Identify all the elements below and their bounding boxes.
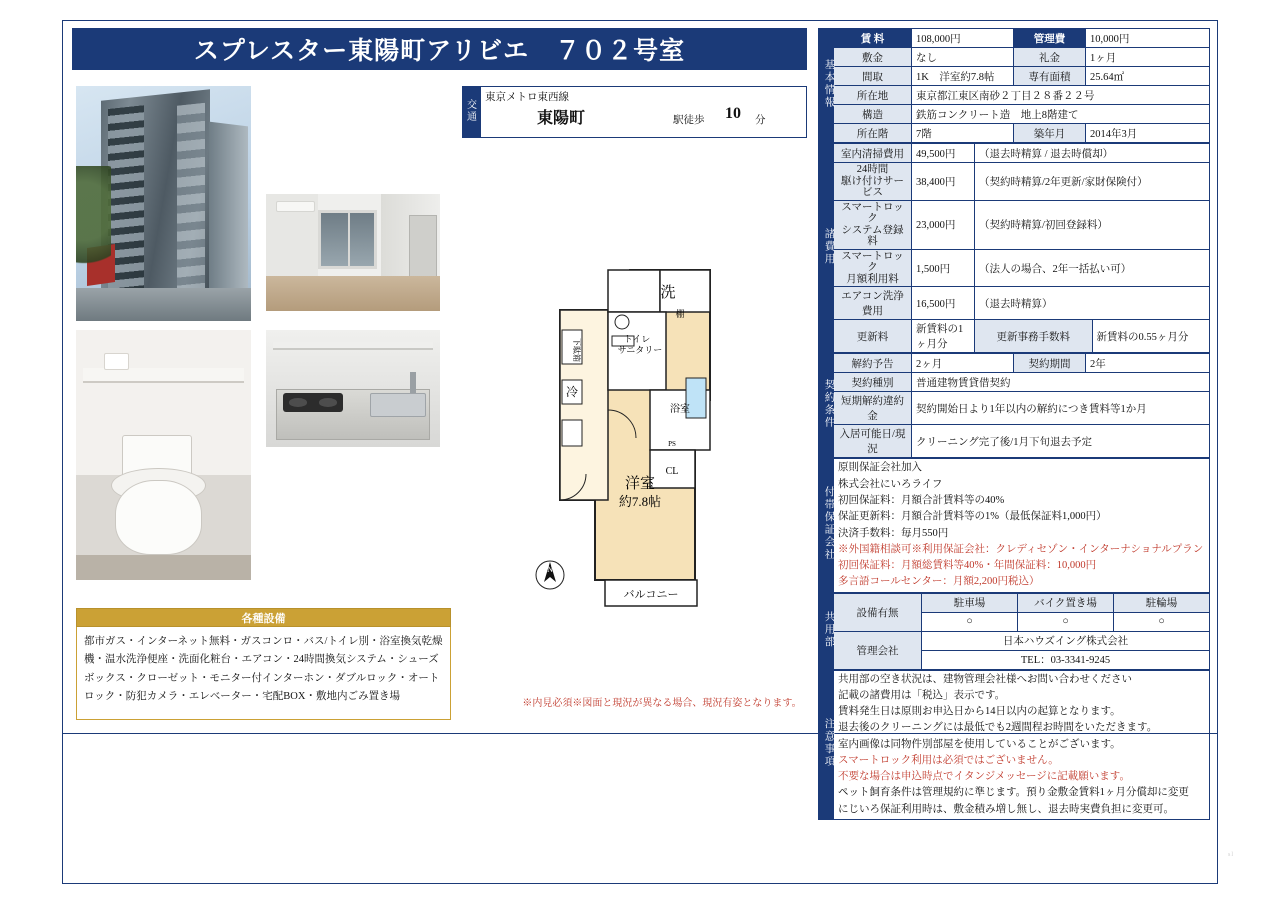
guarantor-vlabel: 付帯保証会社 <box>819 459 834 592</box>
contract-table <box>818 353 1210 458</box>
basic-info-vlabel: 基本情報 <box>819 29 834 143</box>
layout-label: 間取 <box>834 67 912 86</box>
svg-text:バルコニー: バルコニー <box>623 589 679 601</box>
mgmt-fee-label: 管理費 <box>1014 29 1086 48</box>
note-line: 賃料発生日は原則お申込日から14日以内の起算となります。 <box>838 706 1121 718</box>
svg-text:洋室: 洋室 <box>624 476 656 492</box>
mgmt-company-tel: TEL：03-3341-9245 <box>922 650 1210 669</box>
walk-label: 駅徒歩 <box>673 115 705 126</box>
notes-vlabel: 注意事項 <box>819 670 834 819</box>
fee-row-1-label-main: 24時間 <box>856 164 889 175</box>
guarantor-notes <box>834 459 1210 592</box>
photo-toilet <box>76 330 251 580</box>
equipment-heading: 各種設備 <box>76 608 451 627</box>
note-line: スマートロック利用は必須ではございません。 <box>838 754 1059 766</box>
transit-info <box>462 86 807 138</box>
mgmt-company-label: 管理会社 <box>834 631 922 669</box>
photo-living-room <box>266 194 440 311</box>
fee-row-2-note: （契約時精算/初回登録料） <box>975 200 1210 249</box>
key-money-value: 1ヶ月 <box>1086 48 1210 67</box>
fees-vlabel: 諸費用 <box>819 144 834 353</box>
renew-label: 更新料 <box>834 320 912 353</box>
area-value: 25.64㎡ <box>1086 67 1210 86</box>
fee-row-2-label-main: スマートロック <box>841 201 904 225</box>
svg-text:PS: PS <box>668 440 676 448</box>
fees-table <box>818 143 1210 353</box>
common-vlabel: 共用部 <box>819 593 834 669</box>
penalty-label: 短期解約違約金 <box>834 392 912 425</box>
fee-row-1-note: （契約時精算/2年更新/家財保険付） <box>975 163 1210 201</box>
mgmt-fee-value: 10,000円 <box>1086 29 1210 48</box>
address-label: 所在地 <box>834 86 912 105</box>
fee-row-1-value: 38,400円 <box>912 163 975 201</box>
structure-value: 鉄筋コンクリート造 地上8階建て <box>912 105 1210 124</box>
notes-body <box>834 670 1210 819</box>
fee-row-0-value: 49,500円 <box>912 144 975 163</box>
bicycle-col-header: 駐輪場 <box>1114 593 1210 612</box>
fee-row-2-label-sub: システム登録料 <box>841 224 904 248</box>
floorplan-disclaimer: ※内見必須※図面と現況が異なる場合、現況有姿となります。 <box>522 698 802 709</box>
floor-value: 7階 <box>912 124 1014 143</box>
fee-row-2-label <box>834 200 912 249</box>
fee-row-3-label <box>834 249 912 287</box>
movein-label: 入居可能日/現況 <box>834 425 912 458</box>
note-line: 不要な場合は申込時点でイタンジメッセージに記載願います。 <box>838 771 1130 783</box>
notes-table <box>818 670 1210 820</box>
floor-plan <box>500 250 800 630</box>
svg-text:N: N <box>547 565 553 574</box>
bike-mark: ○ <box>1018 612 1114 631</box>
contract-type-label: 契約種別 <box>834 373 912 392</box>
term-value: 2年 <box>1086 354 1210 373</box>
address-value: 東京都江東区南砂２丁目２８番２２号 <box>912 86 1210 105</box>
renew-value: 新賃料の1ヶ月分 <box>912 320 975 353</box>
fee-row-0-note: （退去時精算 / 退去時償却） <box>975 144 1210 163</box>
svg-text:約7.8帖: 約7.8帖 <box>618 494 662 509</box>
watermark: sl <box>1227 852 1234 858</box>
contract-vlabel: 契約条件 <box>819 354 834 458</box>
floor-label: 所在階 <box>834 124 912 143</box>
fee-row-3-label-sub: 月額利用料 <box>846 273 899 285</box>
photo-kitchen <box>266 330 440 447</box>
svg-text:下駄箱: 下駄箱 <box>572 338 581 362</box>
rent-label: 賃 料 <box>834 29 912 48</box>
guarantor-line: 初回保証料：月額合計賃料等の40% <box>838 495 1005 506</box>
contract-type-value: 普通建物賃貸借契約 <box>912 373 1210 392</box>
built-label: 築年月 <box>1014 124 1086 143</box>
fee-row-3-label-main: スマートロック <box>841 250 904 274</box>
guarantor-line: 原則保証会社加入 <box>838 462 922 474</box>
equipment-list: 都市ガス・インターネット無料・ガスコンロ・バス/トイレ別・浴室換気乾燥機・温水洗浄便座・洗面化粧台・エアコン・24時間換気システム・シューズボックス・クローゼット・モニター付インターホン・ダブルロック・オートロック・防犯カメラ・エレベーター・宅配BOX・敷地内ごみ置き場 <box>76 627 451 720</box>
svg-text:冷: 冷 <box>565 385 579 399</box>
parking-mark: ○ <box>922 612 1018 631</box>
built-value: 2014年3月 <box>1086 124 1210 143</box>
deposit-label: 敷金 <box>834 48 912 67</box>
penalty-value: 契約開始日より1年以内の解約につき賃料等1か月 <box>912 392 1210 425</box>
fee-row-4-note: （退去時精算） <box>975 287 1210 320</box>
mgmt-company-name: 日本ハウズイング株式会社 <box>922 631 1210 650</box>
facility-label: 設備有無 <box>834 593 922 631</box>
note-line: ペット飼育条件は管理規約に準じます。預り金敷金賃料1ヶ月分償却に変更 <box>838 787 1189 799</box>
svg-text:棚: 棚 <box>675 309 685 319</box>
fee-row-2-value: 23,000円 <box>912 200 975 249</box>
svg-text:サニタリー: サニタリー <box>617 345 663 355</box>
layout-value: 1K 洋室約7.8帖 <box>912 67 1014 86</box>
key-money-label: 礼金 <box>1014 48 1086 67</box>
photo-building-exterior <box>76 86 251 321</box>
fee-row-4-label: エアコン洗浄費用 <box>834 287 912 320</box>
fee-row-3-note: （法人の場合、2年一括払い可） <box>975 249 1210 287</box>
guarantor-line: 決済手数料：毎月550円 <box>838 527 949 539</box>
bicycle-mark: ○ <box>1114 612 1210 631</box>
fee-row-1-label-sub: 駆け付けサービス <box>841 175 904 199</box>
cancel-notice-value: 2ヶ月 <box>912 354 1014 373</box>
rent-value: 108,000円 <box>912 29 1014 48</box>
fee-row-0-label: 室内清掃費用 <box>834 144 912 163</box>
fee-row-1-label <box>834 163 912 201</box>
note-line: 共用部の空き状況は、建物管理会社様へお問い合わせください <box>838 673 1132 685</box>
renew-fee-label: 更新事務手数料 <box>975 320 1093 353</box>
parking-col-header: 駐車場 <box>922 593 1018 612</box>
transit-line: 東京メトロ東西線 <box>485 92 569 103</box>
walk-unit: 分 <box>755 115 766 126</box>
guarantor-line: 保証更新料：月額合計賃料等の1%（最低保証料1,000円） <box>838 511 1107 523</box>
deposit-value: なし <box>912 48 1014 67</box>
guarantor-line: ※外国籍相談可※利用保証会社：クレディセゾン・インターナショナルプラン <box>838 543 1204 555</box>
page-title <box>72 28 807 70</box>
fee-row-3-value: 1,500円 <box>912 249 975 287</box>
transit-label: 交 通 <box>463 87 481 137</box>
movein-value: クリーニング完了後/1月下旬退去予定 <box>912 425 1210 458</box>
transit-station: 東陽町 <box>537 110 586 127</box>
area-label: 専有面積 <box>1014 67 1086 86</box>
guarantor-line: 多言語コールセンター：月額2,200円税込） <box>838 576 1040 588</box>
walk-minutes: 10 <box>725 105 741 122</box>
note-line: 記載の諸費用は「税込」表示です。 <box>838 689 1006 701</box>
svg-text:CL: CL <box>665 466 679 477</box>
term-label: 契約期間 <box>1014 354 1086 373</box>
note-line: 退去後のクリーニングには最低でも2週間程お時間をいただきます。 <box>838 722 1158 734</box>
guarantor-table <box>818 458 1210 592</box>
cancel-notice-label: 解約予告 <box>834 354 912 373</box>
common-area-table <box>818 593 1210 670</box>
details-panel <box>818 28 1210 820</box>
guarantor-line: 初回保証料：月額総賃料等40%・年間保証料：10,000円 <box>838 560 1097 572</box>
renew-fee-value: 新賃料の0.55ヶ月分 <box>1092 320 1210 353</box>
svg-text:トイレ: トイレ <box>623 334 651 344</box>
note-line: 室内画像は同物件別部屋を使用していることがございます。 <box>838 738 1121 750</box>
note-line: にじいろ保証利用時は、敷金積み増し無し、退去時実費負担に変更可。 <box>838 803 1174 815</box>
fee-row-4-value: 16,500円 <box>912 287 975 320</box>
basic-info-table <box>818 28 1210 143</box>
bike-col-header: バイク置き場 <box>1018 593 1114 612</box>
page-title-text: スプレスター東陽町アリビエ ７０２号室 <box>193 38 686 65</box>
structure-label: 構造 <box>834 105 912 124</box>
svg-text:浴室: 浴室 <box>670 404 690 415</box>
svg-text:洗: 洗 <box>660 285 676 301</box>
equipment-box <box>76 608 451 720</box>
guarantor-line: 株式会社にいろライフ <box>838 478 943 490</box>
